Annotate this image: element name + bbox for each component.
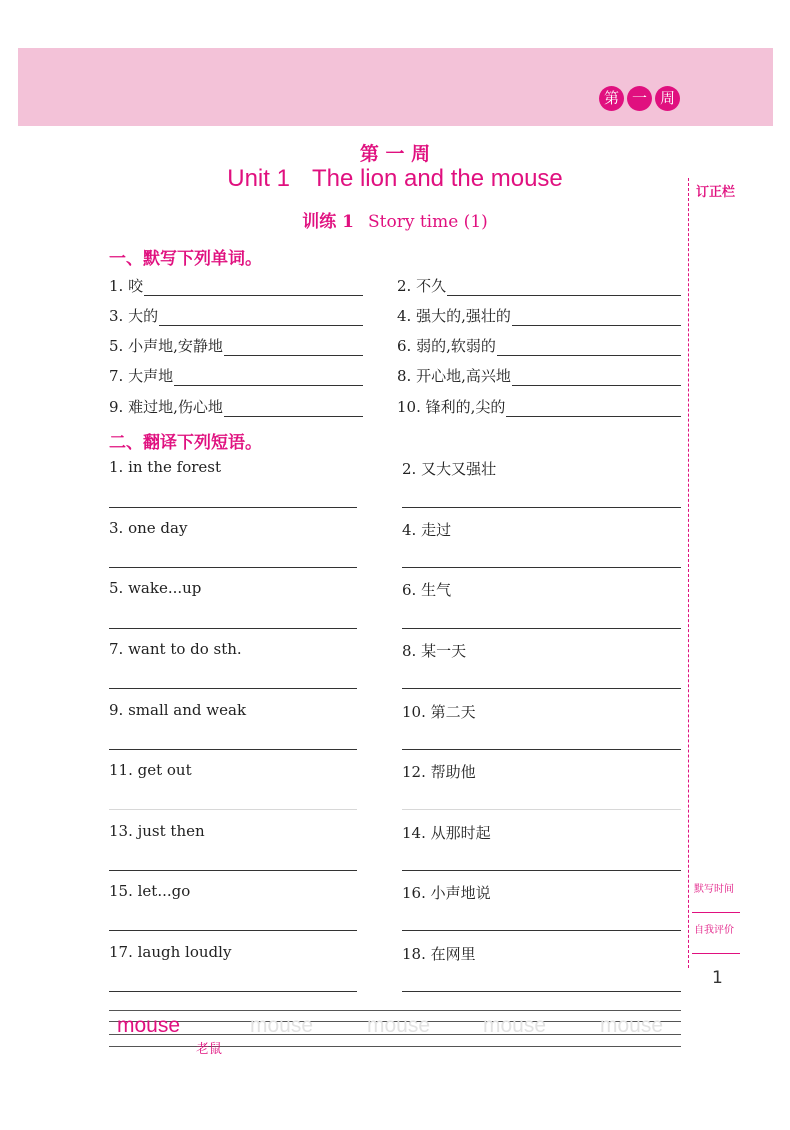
word-item-7[interactable] — [109, 364, 363, 386]
phrase-answer-line[interactable] — [109, 507, 357, 508]
week-title: 第 一 周 — [359, 143, 431, 165]
answer-line[interactable] — [506, 396, 681, 417]
page-number: 1 — [712, 968, 723, 988]
phrase-answer-line[interactable] — [402, 507, 681, 508]
word-label: 1. 咬 — [109, 277, 144, 295]
phrase-label-13: 13. just then — [109, 822, 205, 840]
word-item-10[interactable] — [397, 395, 681, 417]
phrase-answer-line[interactable] — [402, 688, 681, 689]
answer-line[interactable] — [512, 305, 681, 326]
lesson-name: Story time (1) — [367, 212, 488, 232]
section2-heading: 二、翻译下列短语。 — [109, 433, 262, 453]
answer-line[interactable] — [512, 365, 681, 386]
word-label: 7. 大声地 — [109, 367, 174, 385]
unit-title — [0, 165, 790, 193]
phrase-label-4: 4. 走过 — [402, 521, 452, 539]
word-label: 5. 小声地,安静地 — [109, 337, 223, 355]
word-item-1[interactable] — [109, 274, 363, 296]
week-badge-char-1: 第 — [599, 86, 624, 111]
word-label: 2. 不久 — [397, 277, 447, 295]
word-label: 6. 弱的,软弱的 — [397, 337, 496, 355]
phrase-label-10: 10. 第二天 — [402, 703, 476, 721]
phrase-answer-line[interactable] — [402, 628, 681, 629]
week-badge-char-3: 周 — [655, 86, 680, 111]
word-label: 10. 锋利的,尖的 — [397, 398, 506, 416]
phrase-label-3: 3. one day — [109, 519, 188, 537]
word-item-3[interactable] — [109, 304, 363, 326]
phrase-answer-line[interactable] — [109, 991, 357, 992]
word-item-6[interactable] — [397, 334, 681, 356]
copy-word-trace[interactable]: mouse — [600, 1014, 664, 1037]
word-item-4[interactable] — [397, 304, 681, 326]
phrase-label-2: 2. 又大又强壮 — [402, 460, 497, 478]
phrase-answer-line[interactable] — [109, 870, 357, 871]
answer-line[interactable] — [159, 305, 363, 326]
phrase-answer-line[interactable] — [109, 628, 357, 629]
copy-word-example: mouse — [117, 1014, 181, 1037]
copy-word-trace[interactable]: mouse — [483, 1014, 547, 1037]
phrase-answer-line[interactable] — [109, 688, 357, 689]
phrase-answer-line[interactable] — [402, 809, 681, 810]
phrase-label-9: 9. small and weak — [109, 701, 247, 719]
phrase-label-8: 8. 某一天 — [402, 642, 467, 660]
phrase-label-16: 16. 小声地说 — [402, 884, 491, 902]
word-meaning: 老鼠 — [196, 1042, 223, 1057]
copy-word-trace[interactable]: mouse — [367, 1014, 431, 1037]
answer-line[interactable] — [224, 396, 363, 417]
correction-column-label: 订正栏 — [696, 185, 736, 200]
self-eval-line[interactable] — [692, 953, 740, 954]
phrase-label-12: 12. 帮助他 — [402, 763, 476, 781]
phrase-label-1: 1. in the forest — [109, 458, 221, 476]
word-label: 9. 难过地,伤心地 — [109, 398, 223, 416]
dictation-time-line[interactable] — [692, 912, 740, 913]
unit-number: Unit 1 — [227, 165, 290, 192]
phrase-answer-line[interactable] — [109, 930, 357, 931]
phrase-answer-line[interactable] — [402, 567, 681, 568]
word-item-8[interactable] — [397, 364, 681, 386]
self-eval-label: 自我评价 — [694, 925, 734, 936]
word-label: 8. 开心地,高兴地 — [397, 367, 511, 385]
copy-line-bottom — [109, 1046, 681, 1047]
phrase-label-15: 15. let...go — [109, 882, 191, 900]
answer-line[interactable] — [497, 335, 681, 356]
phrase-label-17: 17. laugh loudly — [109, 943, 232, 961]
word-item-2[interactable] — [397, 274, 681, 296]
word-item-5[interactable] — [109, 334, 363, 356]
phrase-label-14: 14. 从那时起 — [402, 824, 491, 842]
phrase-label-5: 5. wake...up — [109, 579, 202, 597]
word-label: 3. 大的 — [109, 307, 159, 325]
section1-heading: 一、默写下列单词。 — [109, 249, 262, 269]
sidebar-divider — [688, 178, 689, 968]
answer-line[interactable] — [144, 275, 363, 296]
phrase-label-11: 11. get out — [109, 761, 192, 779]
word-item-9[interactable] — [109, 395, 363, 417]
copy-word-trace[interactable]: mouse — [250, 1014, 314, 1037]
phrase-answer-line[interactable] — [402, 930, 681, 931]
phrase-answer-line[interactable] — [402, 749, 681, 750]
phrase-answer-line[interactable] — [109, 809, 357, 810]
phrase-answer-line[interactable] — [109, 567, 357, 568]
phrase-label-7: 7. want to do sth. — [109, 640, 242, 658]
phrase-label-6: 6. 生气 — [402, 581, 452, 599]
answer-line[interactable] — [224, 335, 363, 356]
lesson-title — [0, 207, 790, 232]
copy-line-top — [109, 1010, 681, 1011]
phrase-answer-line[interactable] — [402, 870, 681, 871]
answer-line[interactable] — [447, 275, 681, 296]
phrase-label-18: 18. 在网里 — [402, 945, 476, 963]
week-badge-char-2: 一 — [627, 86, 652, 111]
lesson-label: 训练 1 — [302, 212, 354, 232]
word-label: 4. 强大的,强壮的 — [397, 307, 511, 325]
phrase-answer-line[interactable] — [402, 991, 681, 992]
unit-name: The lion and the mouse — [311, 165, 563, 192]
dictation-time-label: 默写时间 — [694, 884, 734, 895]
phrase-answer-line[interactable] — [109, 749, 357, 750]
answer-line[interactable] — [174, 365, 363, 386]
